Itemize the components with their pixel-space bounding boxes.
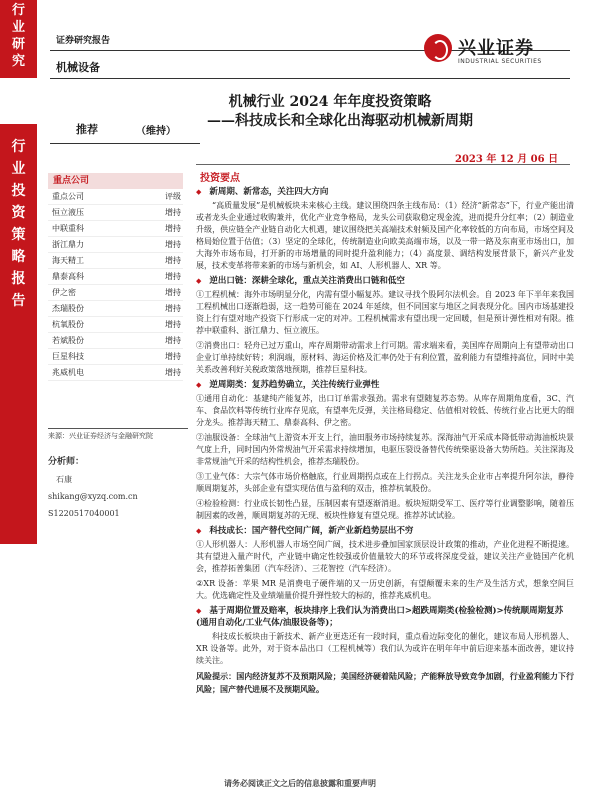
- paragraph: ②消费出口：轻舟已过万重山，库存周期带动需求上行可期。需求端来看，美国库存周期向上有望带动出口企业订单持续好转；利润端，原材料、海运价格及汇率仍处于有利位置，盈利能力有望维持高位，同时中美关系改善利好关税政策落地预期，推荐巨星科技。: [196, 341, 574, 374]
- key-points-body: [196, 183, 574, 699]
- report-title: 机械行业 2024 年年度投资策略: [228, 94, 432, 110]
- sidebar-top-label: [0, 0, 37, 78]
- section-heading: ◆ 科技成长：国产替代空间广阔，新产业新趋势层出不穷: [196, 525, 574, 537]
- table-row: [48, 189, 183, 205]
- paragraph: ④检验检测：行业成长韧性凸显，压制因素有望逐渐消退。板块短期受军工、医疗等行业调整影响，随着压制因素的改善，顺周期复苏的无现、板块性修复有望兑现。推荐苏试试验。: [196, 499, 574, 520]
- paragraph: ③工业气体：大宗气体市场价格触底，行业周期拐点或在上行拐点。关注龙头企业市占率提升阿尔法，静待顺周期复苏，头部企业有望实现估值与盈利的双击，推荐杭氧股份。: [196, 472, 574, 493]
- paragraph: ①通用自动化：基建纯产能复苏，出口订单需求强劲。需求有望随复苏态势。从库存周期角度看，3C、汽车、食品饮料等传统行业库存见底，有望率先反弹，关注格局稳定、估值相对较低、传统行业占比更大的细分龙头。推荐海天精工、鼎泰高科、伊之密。: [196, 394, 574, 427]
- analyst-label: 分析师：: [48, 457, 85, 467]
- table-row: [48, 205, 183, 221]
- company-rating: 增持: [165, 336, 181, 345]
- company-logo: [424, 34, 574, 68]
- rating-divider: [50, 143, 200, 144]
- company-rating: 评级: [165, 192, 181, 201]
- sidebar-char: 投: [11, 183, 26, 199]
- section-heading: ◆ 基于周期位置及赔率，板块排序上我们认为消费出口>超跌周期类(检验检测)>传统顺周期复苏(通用自动化/工业气体/油服设备等)；: [196, 605, 574, 629]
- sidebar-char: 业: [11, 20, 25, 35]
- key-companies-table: [48, 173, 183, 381]
- company-rating: 增持: [165, 224, 181, 233]
- sidebar-main-label: [0, 124, 37, 544]
- paragraph: ②XR 设备：苹果 MR 是消费电子硬件端的又一历史创新，有望颠覆未来的生产及生活方式，想象空间巨大。优选确定性及业绩端量价提升弹性较大的标的，推荐兆威机电。: [196, 579, 574, 600]
- risk-warning: [196, 670, 574, 696]
- sidebar-char: 策: [11, 227, 26, 243]
- date-divider: [196, 164, 570, 165]
- company-name: 兆威机电: [52, 368, 84, 377]
- analyst-info: [48, 454, 188, 522]
- table-row: [48, 269, 183, 285]
- table-row: [48, 285, 183, 301]
- company-name: 伊之密: [52, 288, 76, 297]
- report-type-label: 证券研究报告: [56, 36, 111, 46]
- report-subtitle: ——科技成长和全球化出海驱动机械新周期: [207, 113, 473, 129]
- table-row: [48, 333, 183, 349]
- logo-name-cn: 兴业证券: [458, 38, 534, 59]
- company-rating: 增持: [165, 240, 181, 249]
- company-name: 鼎泰高科: [52, 272, 84, 281]
- rating-value: 推荐: [76, 123, 98, 136]
- rating-status: （维持）: [136, 126, 176, 137]
- company-rating: 增持: [165, 320, 181, 329]
- section-heading: ◆ 逆周期类：复苏趋势确立，关注传统行业弹性: [196, 379, 574, 391]
- company-rating: 增持: [165, 288, 181, 297]
- risk-label: 风险提示：: [196, 671, 237, 681]
- company-rating: 增持: [165, 272, 181, 281]
- company-rating: 增持: [165, 352, 181, 361]
- sidebar-char: 告: [11, 293, 26, 309]
- analyst-id: S1220517040001: [48, 509, 120, 518]
- key-points-title: 投资要点: [200, 173, 240, 184]
- table-row: [48, 317, 183, 333]
- rating-row: [56, 121, 206, 143]
- section-heading: ◆ 逆出口链：深耕全球化，重点关注消费出口链和低空: [196, 275, 574, 287]
- logo-name-en: INDUSTRIAL SECURITIES: [458, 58, 542, 65]
- table-row: [48, 349, 183, 365]
- sidebar-char: 研: [11, 37, 25, 52]
- table-row: [48, 253, 183, 269]
- table-row: [48, 237, 183, 253]
- sidebar-char: 报: [11, 271, 26, 287]
- sidebar-char: 行: [11, 139, 26, 155]
- analyst-email: shikang@xyzq.com.cn: [48, 492, 138, 501]
- company-name: 恒立液压: [52, 208, 84, 217]
- table-row: [48, 301, 183, 317]
- logo-mark-icon: [424, 34, 452, 62]
- table-row: [48, 365, 183, 381]
- sidebar-char: 资: [11, 205, 26, 221]
- company-rating: 增持: [165, 368, 181, 377]
- table-row: [48, 221, 183, 237]
- company-rating: 增持: [165, 256, 181, 265]
- company-name: 杰瑞股份: [52, 304, 84, 313]
- paragraph: 科技成长板块由于新技术、新产业更迭还有一段时间，重点看边际变化的催化，建议布局人形机器人、XR 设备等。此外，对于资本品出口（工程机械等）我们认为或许在明年年中前后迎来基本面改善，建议持续关注。: [196, 632, 574, 665]
- risk-text: 国内经济复苏不及预期风险；美国经济硬着陆风险；产能释放导致竞争加剧，行业盈利能力下行风险；国产替代进展不及预期风险。: [196, 671, 574, 694]
- company-name: 海天精工: [52, 256, 84, 265]
- report-date: 2023 年 12 月 06 日: [455, 154, 559, 165]
- company-name: 若斌股份: [52, 336, 84, 345]
- table-header: 重点公司: [48, 173, 183, 189]
- company-name: 巨星科技: [52, 352, 84, 361]
- paragraph: ①人形机器人：人形机器人市场空间广阔，技术进步叠加国家顶层设计政策的推动，产业化进程不断提速。其有望进入量产时代，产业链中确定性较强或价值量较大的环节或将深度受益，建议关注产业链国产化机会，推荐拓普集团（汽车经济）、三花智控（汽车经济）。: [196, 540, 574, 573]
- analyst-name: 石康: [56, 475, 72, 484]
- sidebar-char: 略: [11, 249, 26, 265]
- paragraph: ②油服设备：全球油气上游资本开支上行，油田服务市场持续复苏。深海油气开采成本降低带动海油板块景气度上升，同时国内外常规油气开采需求持续增加，电驱压裂设备替代传统柴驱设备大势所趋。关注深海及非常规油气开采的结构性机会，推荐杰瑞股份。: [196, 433, 574, 466]
- company-name: 浙江鼎力: [52, 240, 84, 249]
- company-name: 杭氧股份: [52, 320, 84, 329]
- company-name: 重点公司: [52, 192, 84, 201]
- paragraph: ①工程机械：海外市场明显分化，内需有望小幅复苏。建议寻找个股阿尔法机会。自 2023 年下半年来我国工程机械出口逐渐趋弱，这一趋势可能在 2024 年延续，但不同国家与地区之间表现分化。国内市场基建投资上行有望对地产投资下行形成一定的对冲。工程机械需求有望出现一定回暖，但是预计弹性相对有限。推荐中联重科、浙江鼎力、恒立液压。: [196, 290, 574, 335]
- company-name: 中联重科: [52, 224, 84, 233]
- sidebar-char: 究: [11, 54, 25, 69]
- section-heading: ◆ 新周期、新常态，关注四大方向: [196, 186, 574, 198]
- table-body: [48, 189, 183, 381]
- industry-label: 机械设备: [56, 61, 100, 74]
- disclaimer-footer: 请务必阅读正文之后的信息披露和重要声明: [224, 778, 376, 788]
- company-rating: 增持: [165, 304, 181, 313]
- sidebar-char: 行: [11, 3, 25, 18]
- table-source: 来源：兴业证券经济与金融研究院: [48, 428, 188, 441]
- sidebar-char: 业: [11, 161, 26, 177]
- company-rating: 增持: [165, 208, 181, 217]
- header-divider-lower: [50, 78, 570, 79]
- paragraph: “高质量发展”是机械板块未来核心主线。建议围绕四条主线布局：（1）经济“新常态”下，行业产能出清或者龙头企业通过收购兼并，优化产业竞争格局，龙头公司获取稳定现金流，进而提升分红率；（2）制造业升级，供应链全产业链自动化大机遇，建议围绕把关高端技术射频及国产化率较低的方向布局，市场空间及格局始位置于估值；（3）坚定的全球化，传统制造业向欧美高端市场，以及一带一路及东南亚市场出口，加大海外市场布局，打开新的市场增量的同时提升盈利能力；（4）高度景、调结构发展背景下，新兴产业发展，技术变革将带来新的市场与新机会，如 AI、人形机器人、XR 等。: [196, 201, 574, 270]
